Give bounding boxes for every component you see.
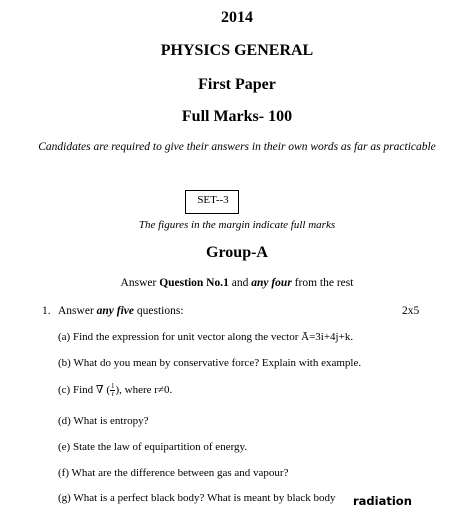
question-text <box>58 305 184 317</box>
candidate-instruction: Candidates are required to give their answers in their own words as far as practicable <box>38 141 436 153</box>
full-marks: Full Marks- 100 <box>181 108 293 125</box>
set-box <box>185 190 239 214</box>
group-title: Group-A <box>206 244 268 261</box>
group-instruction <box>0 277 474 289</box>
sub-question-g-continuation: radiation <box>353 494 412 508</box>
instruction-mid: and <box>228 277 252 289</box>
question-text-pre: Answer <box>58 305 97 317</box>
instruction-any: any four <box>251 277 292 289</box>
set-label: SET--3 <box>197 194 229 206</box>
sub-question-a: (a) Find the expression for unit vector along the vector Ā=3i+4j+k. <box>58 331 354 343</box>
paper-title: First Paper <box>198 76 276 93</box>
subject-title: PHYSICS GENERAL <box>160 42 314 59</box>
sub-question-b: (b) What do you mean by conservative force? Explain with example. <box>58 357 362 369</box>
fraction-numerator: 1 <box>110 382 115 390</box>
instruction-question: Question No.1 <box>159 277 229 289</box>
question-marks: 2x5 <box>402 305 420 317</box>
margin-note: The figures in the margin indicate full marks <box>138 219 336 231</box>
sub-question-c-post: ), where r≠0. <box>115 384 173 397</box>
sub-question-g: (g) What is a perfect black body? What is meant by black body <box>58 492 336 504</box>
question-text-post: questions: <box>134 305 184 317</box>
question-text-emphasis: any five <box>96 305 135 317</box>
sub-question-d: (d) What is entropy? <box>58 415 149 427</box>
fraction-denominator: r <box>111 390 114 398</box>
question-number: 1. <box>42 305 51 317</box>
sub-question-c-pre: (c) Find ∇ ( <box>58 384 110 397</box>
exam-year: 2014 <box>221 9 253 26</box>
instruction-post: from the rest <box>291 277 354 289</box>
instruction-pre: Answer <box>120 277 160 289</box>
sub-question-e: (e) State the law of equipartition of energy. <box>58 441 248 453</box>
sub-question-f: (f) What are the difference between gas and vapour? <box>58 467 289 479</box>
sub-question-c <box>58 383 172 398</box>
